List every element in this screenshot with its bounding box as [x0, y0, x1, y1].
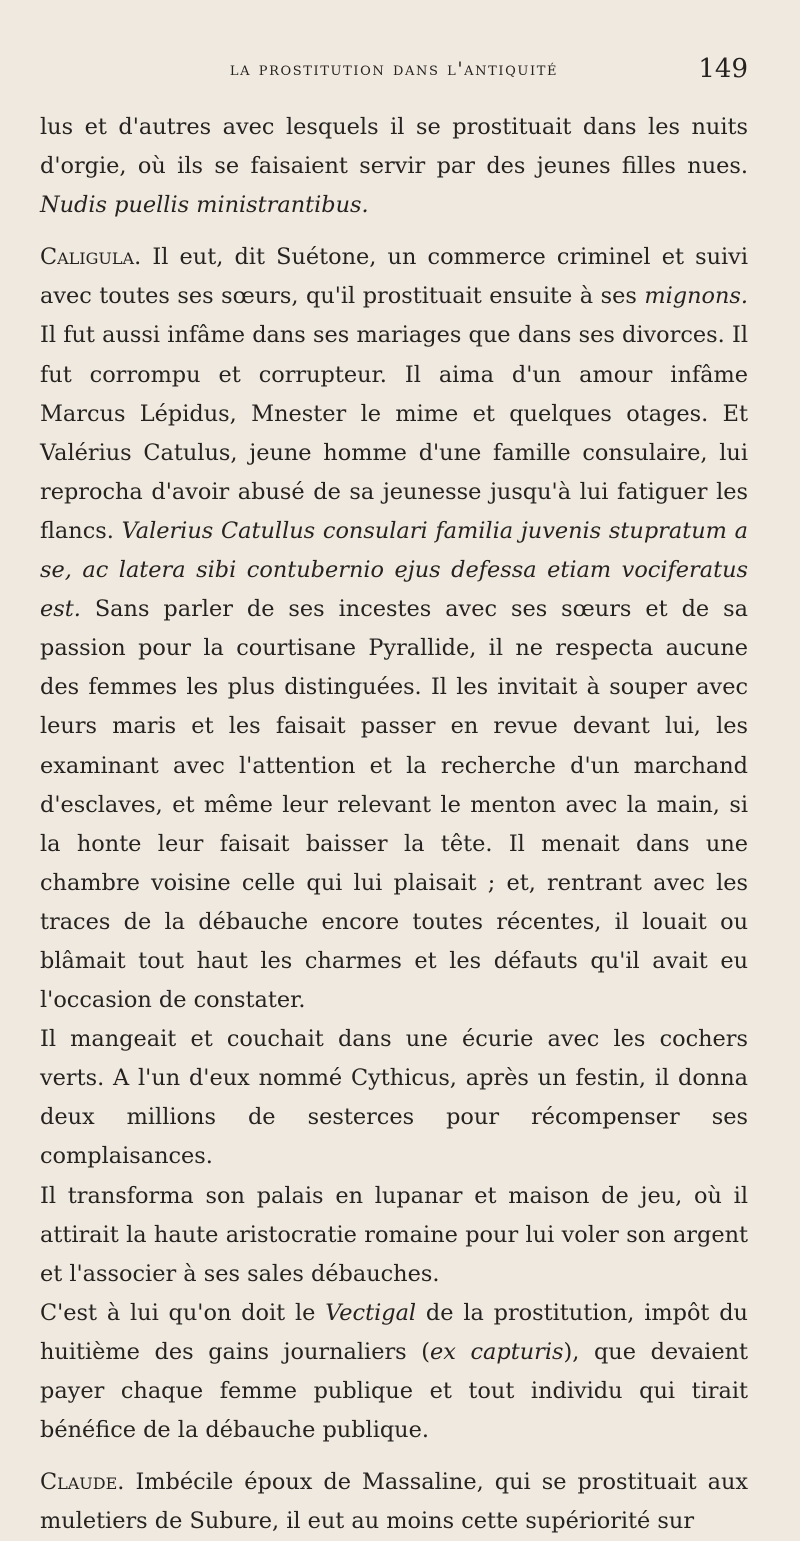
body-text [40, 108, 748, 1541]
emperor-name-caligula: Caligula. [40, 244, 142, 271]
paragraph-vectigal-text-1: C'est à lui qu'on doit le [40, 1299, 326, 1326]
paragraph-palais-text: Il transforma son palais en lupanar et maison de jeu, où il attirait la haute aristocratie romaine pour lui voler son argent et l'associer à ses sales débauches. [40, 1182, 748, 1287]
paragraph-cochers-text: Il mangeait et couchait dans une écurie avec les cochers verts. A l'un d'eux nommé Cythicus, après un festin, il donna deux millions de sesterces pour récompenser ses complaisances. [40, 1026, 748, 1170]
paragraph-1-text: lus et d'autres avec lesquels il se prostituait dans les nuits d'orgie, où ils se faisaient servir par des jeunes filles nues. [40, 114, 748, 180]
page-number: 149 [698, 54, 748, 84]
paragraph-claude-text: Imbécile époux de Massaline, qui se prostituait aux muletiers de Subure, il eut au moins cette supériorité sur [40, 1469, 748, 1535]
emperor-name-claude: Claude. [40, 1469, 125, 1496]
italic-word-mignons: mignons. [644, 283, 748, 310]
paragraph-vectigal [40, 1294, 748, 1450]
latin-quote-valerius: Valerius Catullus consulari familia juvenis stupratum a se, ac latera sibi contubernio ejus defessa etiam vociferatus est. [40, 517, 748, 623]
latin-ex-capturis: ex capturis [430, 1338, 564, 1365]
running-title: la prostitution dans l'antiquité [229, 58, 559, 80]
paragraph-vectigal-text-3: ), que devaient payer chaque femme publique et tout individu qui tirait bénéfice de la débauche publique. [40, 1338, 748, 1444]
latin-quote: Nudis puellis ministrantibus. [40, 192, 369, 219]
paragraph-claude [40, 1463, 748, 1541]
paragraph-caligula [40, 238, 748, 1020]
paragraph-palais [40, 1177, 748, 1294]
italic-word-vectigal: Vectigal [325, 1299, 417, 1326]
paragraph-vectigal-text-2: de la prostitution, impôt du huitième des gains journaliers ( [40, 1299, 748, 1365]
paragraph-caligula-text-2: Il fut aussi infâme dans ses mariages que dans ses divorces. Il fut corrompu et corrupteur. Il aima d'un amour infâme Marcus Lépidus, Mnester le mime et quelques otages. Et Valérius Catulus, jeune homme d'une famille consulaire, lui reprocha d'avoir abusé de sa jeunesse jusqu'à lui fatiguer les flancs. [40, 322, 748, 544]
paragraph-caligula-text-1: Il eut, dit Suétone, un commerce criminel et suivi avec toutes ses sœurs, qu'il prostituait ensuite à ses [40, 244, 748, 310]
paragraph-1 [40, 108, 748, 225]
paragraph-caligula-text-3: Sans parler de ses incestes avec ses sœurs et de sa passion pour la courtisane Pyrallide, il ne respecta aucune des femmes les plus distinguées. Il les invitait à souper avec leurs maris et les faisait passer en revue devant lui, les examinant avec l'attention et la recherche d'un marchand d'esclaves, et même leur relevant le menton avec la main, si la honte leur faisait baisser la tête. Il menait dans une chambre voisine celle qui lui plaisait ; et, rentrant avec les traces de la débauche encore toutes récentes, il louait ou blâmait tout haut les charmes et les défauts qu'il avait eu l'occasion de constater. [40, 596, 748, 1014]
paragraph-cochers [40, 1020, 748, 1176]
running-head [40, 54, 748, 98]
